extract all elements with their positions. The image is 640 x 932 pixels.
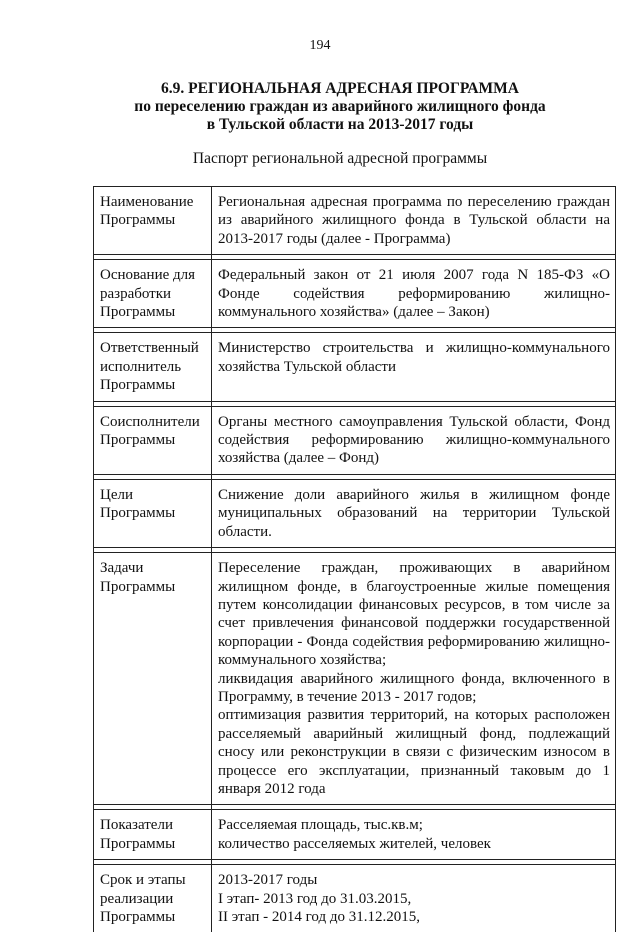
passport-row [94,333,616,401]
passport-value-paragraph: I этап- 2013 год до 31.03.2015, [218,890,610,908]
passport-value-paragraph: Расселяемая площадь, тыс.кв.м; [218,816,610,834]
passport-row [94,553,616,805]
passport-row-label: Задачи Программы [94,553,212,805]
passport-row-value [212,406,616,474]
passport-value-paragraph: ликвидация аварийного жилищного фонда, включенного в Программу, в течение 2013 - 2017 годов; [218,670,610,707]
passport-value-paragraph: оптимизация развития территорий, на которых расположен расселяемый аварийный жилищный фонд, подлежащий сносу или реконструкции в связи с физическим износом в процессе его эксплуатации, признанный таковым до 1 января 2012 года [218,706,610,798]
passport-value-paragraph: Региональная адресная программа по переселению граждан из аварийного жилищного фонда в Тульской области на 2013-2017 годы (далее - Программа) [218,193,610,248]
passport-value-paragraph: количество расселяемых жителей, человек [218,835,610,853]
passport-row-value [212,333,616,401]
document-title [40,80,640,134]
program-passport-table [93,186,616,932]
passport-row-value [212,479,616,547]
passport-row-label: Срок и этапы реализации Программы [94,865,212,932]
passport-row [94,865,616,932]
passport-row-value [212,865,616,932]
passport-row-value [212,810,616,860]
passport-value-paragraph: II этап - 2014 год до 31.12.2015, [218,908,610,926]
passport-heading: Паспорт региональной адресной программы [40,150,640,168]
passport-value-paragraph: Федеральный закон от 21 июля 2007 года N 185-ФЗ «О Фонде содействия реформированию жилищно-коммунального хозяйства» (далее – Закон) [218,266,610,321]
passport-row [94,260,616,328]
passport-row-label: Соисполнители Программы [94,406,212,474]
page-number: 194 [0,38,640,54]
passport-row [94,810,616,860]
passport-row-label: Цели Программы [94,479,212,547]
title-line-1: 6.9. РЕГИОНАЛЬНАЯ АДРЕСНАЯ ПРОГРАММА [40,80,640,98]
passport-table-body [94,187,616,932]
passport-row-label: Наименование Программы [94,187,212,255]
title-line-2: по переселению граждан из аварийного жилищного фонда [40,98,640,116]
passport-row [94,187,616,255]
passport-value-paragraph: Снижение доли аварийного жилья в жилищном фонде муниципальных образований на территории Тульской области. [218,486,610,541]
passport-value-paragraph: Переселение граждан, проживающих в аварийном жилищном фонде, в благоустроенные жилые помещения путем консолидации финансовых ресурсов, в том числе за счет привлечения финансовой поддержки государственной корпорации - Фонда содействия реформированию жилищно-коммунального хозяйства; [218,559,610,669]
passport-row-value [212,260,616,328]
passport-row-value [212,553,616,805]
passport-value-paragraph: Министерство строительства и жилищно-коммунального хозяйства Тульской области [218,339,610,376]
passport-value-paragraph: 2013-2017 годы [218,871,610,889]
passport-row-label: Ответственный исполнитель Программы [94,333,212,401]
passport-row-label: Показатели Программы [94,810,212,860]
passport-row-value [212,187,616,255]
passport-row-label: Основание для разработки Программы [94,260,212,328]
passport-row [94,406,616,474]
passport-value-paragraph: Органы местного самоуправления Тульской области, Фонд содействия реформированию жилищно-коммунального хозяйства (далее – Фонд) [218,413,610,468]
passport-row [94,479,616,547]
title-line-3: в Тульской области на 2013-2017 годы [40,116,640,134]
